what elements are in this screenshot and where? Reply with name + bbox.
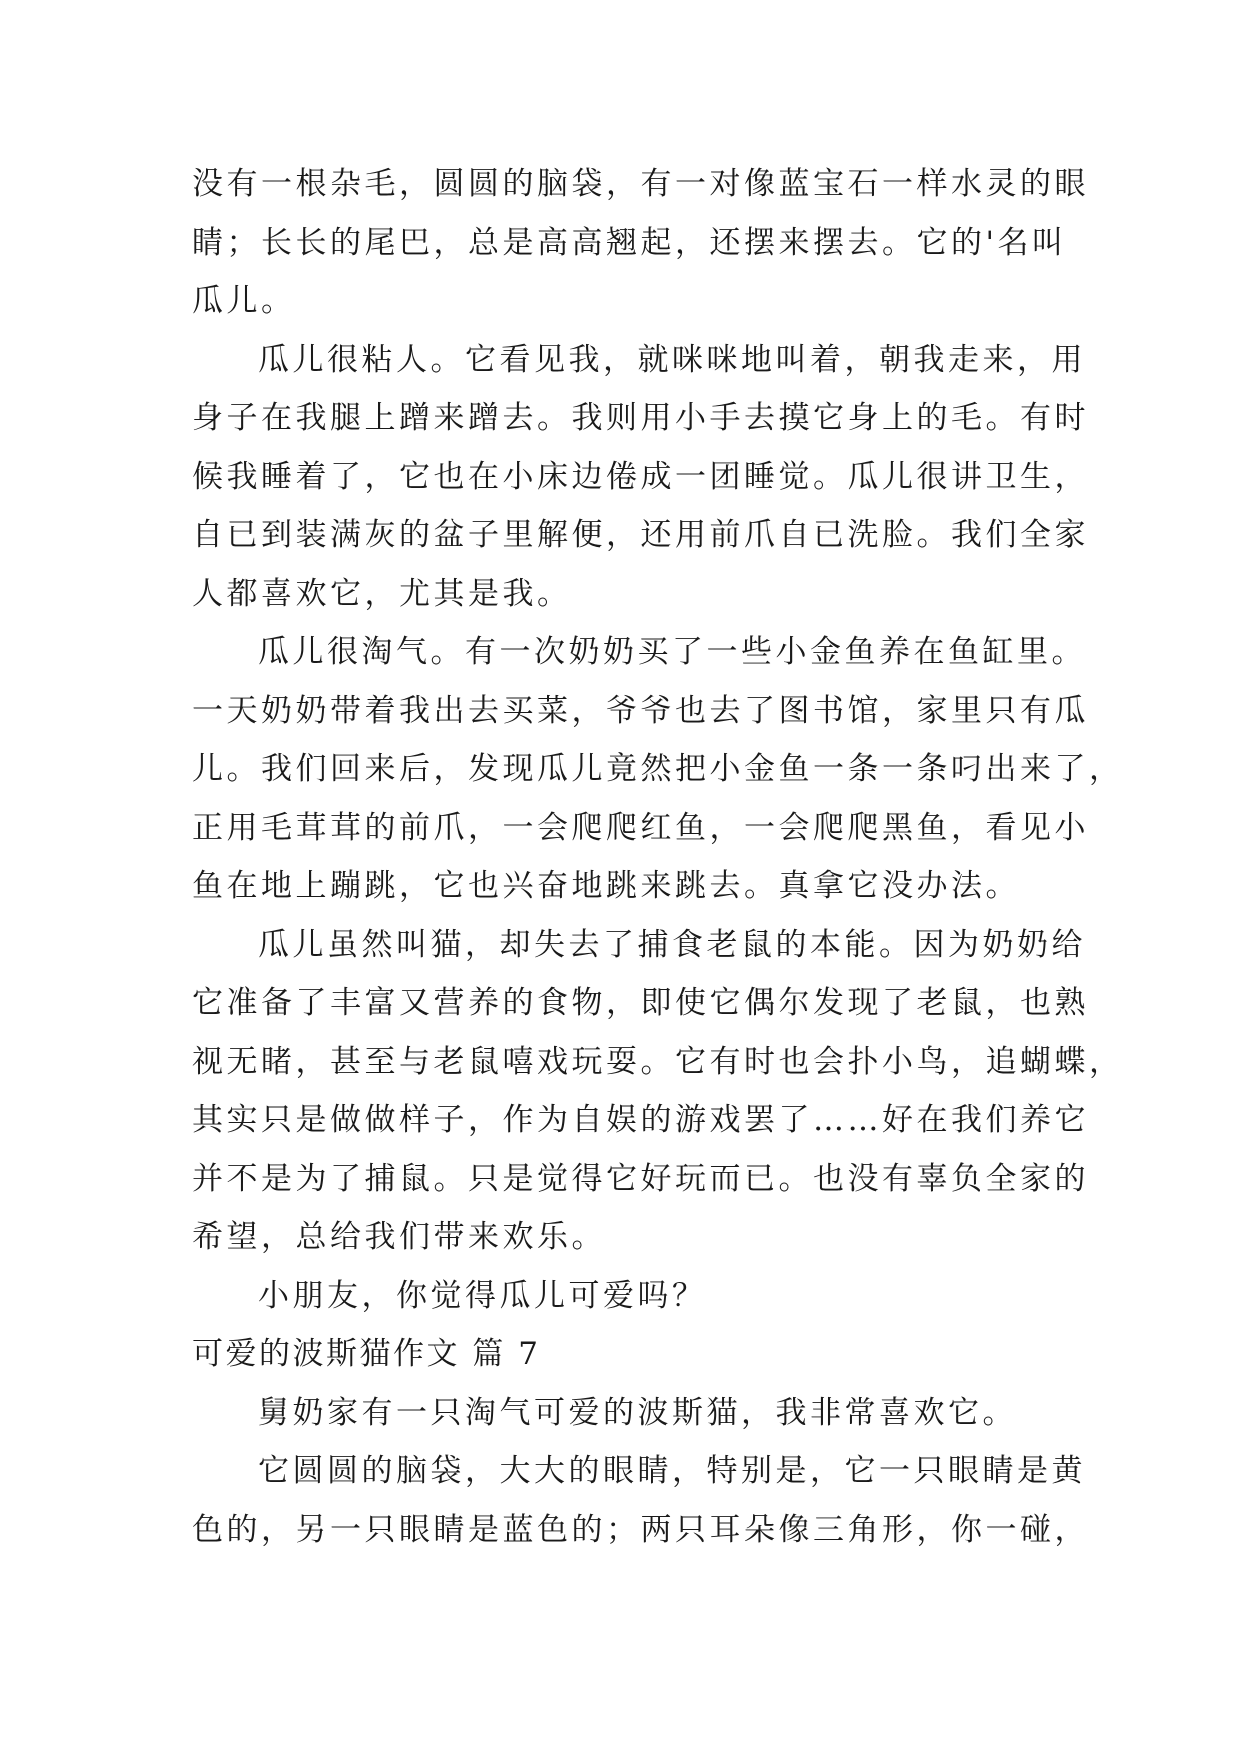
paragraph-first-line: 舅奶家有一只淘气可爱的波斯猫，我非常喜欢它。: [258, 1394, 1017, 1431]
text-line: 一天奶奶带着我出去买菜，爷爷也去了图书馆，家里只有瓜: [192, 692, 1089, 729]
text-line: 希望，总给我们带来欢乐。: [192, 1219, 606, 1255]
text-line: 它准备了丰富又营养的食物，即使它偶尔发现了老鼠，也熟: [192, 985, 1089, 1021]
text-line: 色的，另一只眼睛是蓝色的；两只耳朵像三角形，你一碰，: [192, 1511, 1089, 1548]
text-line: 并不是为了捕鼠。只是觉得它好玩而已。也没有辜负全家的: [192, 1160, 1089, 1197]
text-line: 儿。我们回来后，发现瓜儿竟然把小金鱼一条一条叼出来了，: [192, 751, 1124, 787]
text-line: 视无睹，甚至与老鼠嘻戏玩耍。它有时也会扑小鸟，追蝴蝶，: [192, 1043, 1124, 1080]
text-line: 身子在我腿上蹭来蹭去。我则用小手去摸它身上的毛。有时: [192, 400, 1089, 436]
paragraph-first-line: 小朋友，你觉得瓜儿可爱吗？: [258, 1277, 707, 1314]
paragraph-first-line: 瓜儿很粘人。它看见我，就咪咪地叫着，朝我走来，用: [258, 341, 1086, 378]
text-line: 正用毛茸茸的前爪，一会爬爬红鱼，一会爬爬黑鱼，看见小: [192, 809, 1089, 846]
document-body: [192, 155, 1124, 1559]
paragraph-first-line: 它圆圆的脑袋，大大的眼睛，特别是，它一只眼睛是黄: [258, 1453, 1086, 1489]
text-line: 瓜儿。: [192, 283, 296, 319]
paragraph-first-line: 瓜儿虽然叫猫，却失去了捕食老鼠的本能。因为奶奶给: [258, 926, 1086, 963]
text-line: 睛；长长的尾巴，总是高高翘起，还摆来摆去。它的'名叫: [192, 224, 1067, 261]
section-heading: 可爱的波斯猫作文 篇 7: [192, 1336, 541, 1372]
text-line: 其实只是做做样子，作为自娱的游戏罢了……好在我们养它: [192, 1102, 1089, 1138]
text-line: 没有一根杂毛，圆圆的脑袋，有一对像蓝宝石一样水灵的眼: [192, 166, 1089, 202]
text-line: 候我睡着了，它也在小床边倦成一团睡觉。瓜儿很讲卫生，: [192, 458, 1089, 495]
paragraph-first-line: 瓜儿很淘气。有一次奶奶买了一些小金鱼养在鱼缸里。: [258, 634, 1086, 670]
text-line: 鱼在地上蹦跳，它也兴奋地跳来跳去。真拿它没办法。: [192, 868, 1020, 904]
text-line: 自已到装满灰的盆子里解便，还用前爪自已洗脸。我们全家: [192, 517, 1089, 553]
text-line: 人都喜欢它，尤其是我。: [192, 575, 572, 612]
